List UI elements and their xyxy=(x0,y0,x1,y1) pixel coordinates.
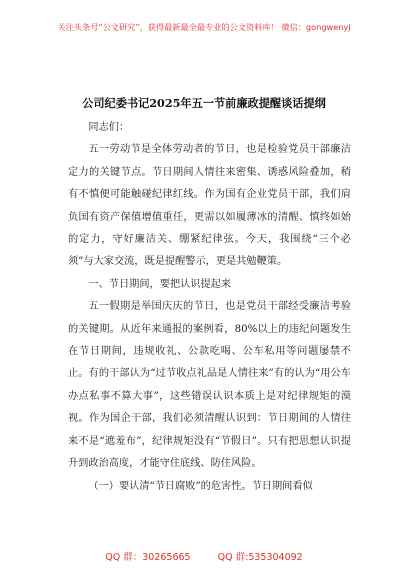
footer-qq-group-1: QQ 群：30265665 xyxy=(105,552,191,563)
document-body xyxy=(68,117,351,498)
footer-qq-group-2: QQ 群:535304092 xyxy=(217,552,303,563)
document-title: 公司纪委书记2025年五一节前廉政提醒谈话提纲 xyxy=(82,96,326,110)
subsection-heading: （一）要认清“节日腐败”的危害性。节日期间看似 xyxy=(88,480,313,492)
section-heading: 一、节日期间，要把认识提起来 xyxy=(88,278,232,290)
paragraph-section-one: 五一假期是举国庆庆的节日，也是党员干部经受廉洁考验的关键期。从近年来通报的案例看，80%以上的违纪问题发生在节日期间，违规收礼、公款吃喝、公车私用等问题屡禁不止。有的干部认为“过节收点礼品是人情往来”有的认为“用公车办点私事不算大事”，这些错误认识本质上是对纪律规矩的漠视。作为国企干部，我们必须清醒认识到：节日期间的人情往来不是“遮羞布”，纪律规矩没有“节假日”。只有把思想认识提升到政治高度，才能守住底线、防住风险。 xyxy=(68,301,351,470)
greeting: 同志们： xyxy=(88,122,130,133)
footer-contacts xyxy=(0,549,408,563)
header-notice: 关注头条号“公文研究”，获得最新最全最专业的公文资料库！ 微信：gongwenyj xyxy=(57,22,351,32)
paragraph-intro: 五一劳动节是全体劳动者的节日，也是检验党员干部廉洁定力的关键节点。节日期间人情往来密集、诱惑风险叠加，稍有不慎便可能触碰纪律红线。作为国有企业党员干部，我们肩负国有资产保值增值重任，更需以如履薄冰的清醒、慎终如始的定力，守好廉洁关、绷紧纪律弦。今天，我围绕“三个必须”与大家交流，既是提醒警示，更是共勉鞭策。 xyxy=(68,144,351,268)
